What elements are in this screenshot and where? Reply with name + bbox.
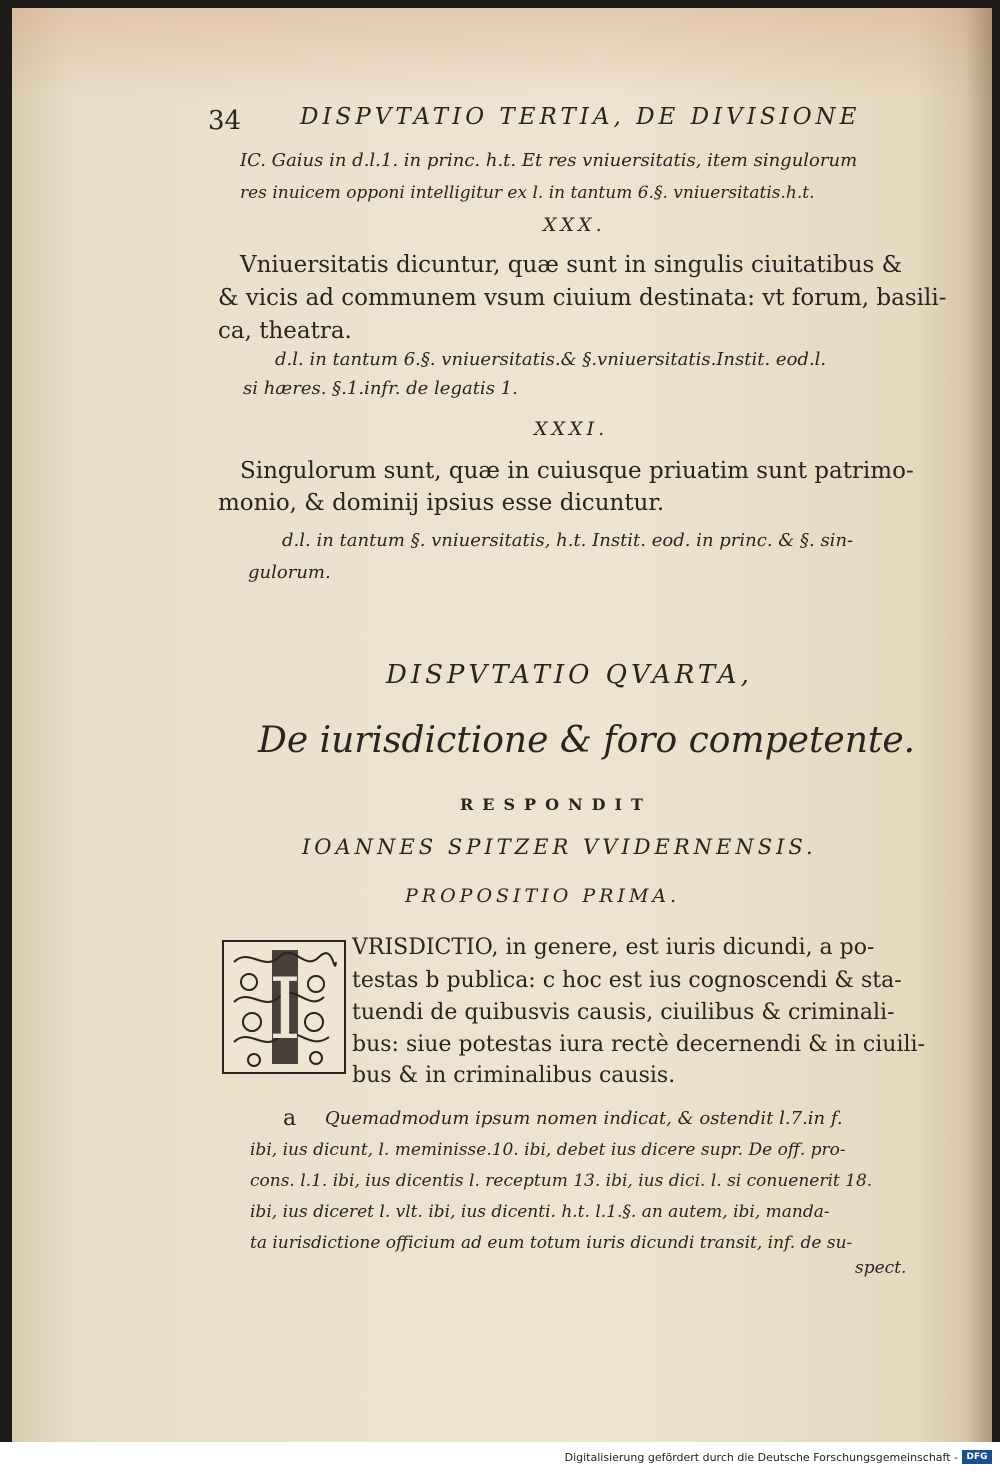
note-line: ta iurisdictione officium ad eum totum iuris dicundi transit, inf. de su- (250, 1233, 853, 1253)
page-gutter-shadow (966, 8, 992, 1442)
respondit-label: RESPONDIT (460, 795, 652, 814)
respondent-name: IOANNES SPITZER VVIDERNENSIS. (302, 835, 817, 859)
funding-credit: Digitalisierung gefördert durch die Deutsche Forschungsgemeinschaft - (564, 1451, 958, 1464)
decorated-initial (222, 940, 346, 1074)
thesis-line: Vniuersitatis dicuntur, quæ sunt in singulis ciuitatibus & (240, 252, 903, 278)
note-line: ibi, ius diceret l. vlt. ibi, ius dicenti. h.t. l.1.§. an autem, ibi, manda- (250, 1202, 830, 1222)
thesis-line: Singulorum sunt, quæ in cuiusque priuatim sunt patrimo- (240, 458, 914, 484)
note-line: gulorum. (248, 562, 331, 583)
note-line: ibi, ius dicunt, l. meminisse.10. ibi, debet ius dicere supr. De off. pro- (250, 1140, 846, 1160)
initial-letter: I (268, 960, 302, 1058)
proposition-line: bus: siue potestas iura rectè decernendi & in ciuili- (352, 1032, 925, 1057)
note-line: IC. Gaius in d.l.1. in princ. h.t. Et res vniuersitatis, item singulorum (240, 150, 858, 171)
footer-bar (0, 1442, 1000, 1474)
page-stain (12, 8, 992, 98)
note-line: Quemadmodum ipsum nomen indicat, & ostendit l.7.in f. (325, 1108, 843, 1129)
dfg-logo: DFG (962, 1450, 992, 1464)
proposition-line: tuendi de quibusvis causis, ciuilibus & criminali- (352, 1000, 895, 1025)
note-line: d.l. in tantum 6.§. vniuersitatis.& §.vniuersitatis.Instit. eod.l. (275, 349, 827, 370)
thesis-line: & vicis ad communem vsum ciuium destinata: vt forum, basili- (218, 285, 947, 311)
proposition-heading: PROPOSITIO PRIMA. (405, 885, 681, 907)
note-marker: a (283, 1106, 297, 1131)
thesis-line: monio, & dominij ipsius esse dicuntur. (218, 490, 665, 516)
proposition-line: testas b publica: c hoc est ius cognoscendi & sta- (352, 968, 902, 993)
proposition-line: bus & in criminalibus causis. (352, 1063, 676, 1088)
initial-ornament-icon (224, 942, 344, 1072)
thesis-line: ca, theatra. (218, 318, 352, 344)
section-heading: DISPVTATIO QVARTA, (386, 660, 753, 690)
catchword: spect. (855, 1258, 907, 1278)
note-line: cons. l.1. ibi, ius dicentis l. receptum 13. ibi, ius dici. l. si conuenerit 18. (250, 1171, 873, 1191)
note-line: si hæres. §.1.infr. de legatis 1. (243, 378, 518, 399)
note-line: d.l. in tantum §. vniuersitatis, h.t. Instit. eod. in princ. & §. sin- (282, 530, 854, 551)
section-subtitle: De iurisdictione & foro competente. (258, 720, 916, 761)
note-line: res inuicem opponi intelligitur ex l. in tantum 6.§. vniuersitatis.h.t. (240, 183, 815, 203)
page-number: 34 (208, 106, 242, 136)
proposition-line: VRISDICTIO, in genere, est iuris dicundi, a po- (352, 935, 875, 960)
thesis-heading: XXXI. (534, 418, 609, 440)
thesis-heading: XXX. (543, 214, 606, 236)
running-title: DISPVTATIO TERTIA, DE DIVISIONE (300, 104, 861, 130)
